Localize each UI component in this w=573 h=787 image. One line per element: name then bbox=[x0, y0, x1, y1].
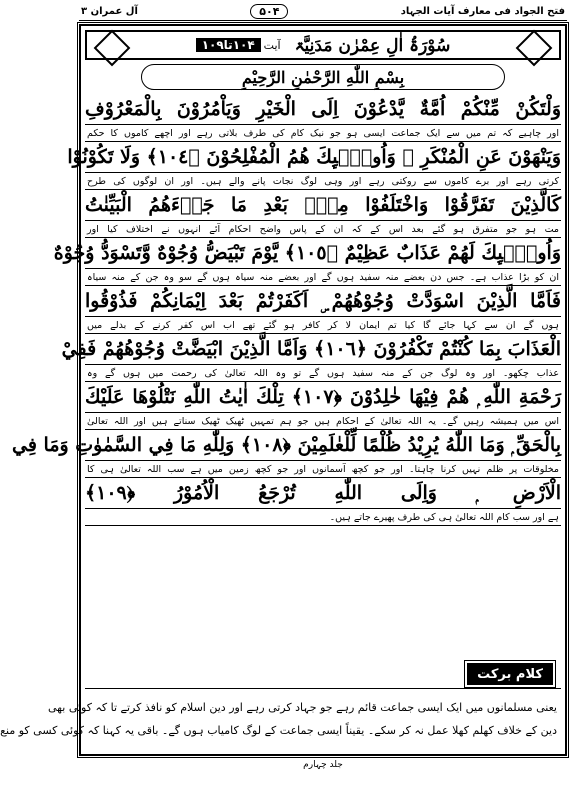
kalam-barakat-heading: کلام برکت bbox=[465, 661, 555, 687]
kalam-barakat-text bbox=[0, 696, 557, 742]
arabic-verse-line: وَلْتَكُنْ مِّنْكُمْ اُمَّةٌ يَّدْعُوْنَ اِلَى الْخَيْرِ وَيَاْمُرُوْنَ بِالْمَعْرُوْفِ bbox=[85, 98, 561, 120]
page-number: ۵۰۴ bbox=[250, 4, 288, 19]
kalam-line: دین کے خلاف کھلم کھلا عمل نہ کر سکے۔ یقیناً ایسی جماعت کے لوگ کامیاب ہوں گے۔ باقی یہ کہنا کہ کوئی کسی کو منع bbox=[0, 724, 557, 737]
divider bbox=[85, 688, 561, 689]
ayat-label: آیت bbox=[263, 38, 281, 52]
arabic-verse-line: وَيَنْهَوْنَ عَنِ الْمُنْكَرِ ۭ وَاُولٰۗىِٕكَ ھُمُ الْمُفْلِحُوْنَ ﴿١٠٤﴾ وَلَا تَكُوْنُوْا bbox=[67, 146, 561, 168]
urdu-translation-line: مت ہو جو متفرق ہو گئے بعد اس کے کہ ان کے پاس واضح احکام آئے انہوں نے اختلاف کیا اور bbox=[85, 220, 561, 238]
arabic-verse-line: بِالْحَقِّ ۭ وَمَا اللّٰهُ يُرِيْدُ ظُلْمًا لِّلْعٰلَمِيْنَ ﴿١٠٨﴾ وَلِلّٰهِ مَا فِي السَّمٰوٰتِ وَمَا فِي bbox=[12, 434, 561, 456]
urdu-translation-line: کرتی رہے اور برے کاموں سے روکتی رہے اور وہی لوگ نجات پانے والے ہیں۔ اور ان لوگوں کی طرح bbox=[85, 172, 561, 190]
arabic-verse-line: كَالَّذِيْنَ تَفَرَّقُوْا وَاخْتَلَفُوْا مِنْۢ بَعْدِ مَا جَاۗءَھُمُ الْبَيِّنٰتُ bbox=[85, 194, 561, 216]
surah-reference: آل عمران ۳ bbox=[81, 6, 138, 17]
surah-title: سُوْرَۃُ اٰلِ عِمْرٰن مَدَنِیَّۃ bbox=[294, 35, 451, 56]
arabic-verse-line: الْعَذَابَ بِمَا كُنْتُمْ تَكْفُرُوْنَ ﴿١٠٦﴾ وَاَمَّا الَّذِيْنَ ابْيَضَّتْ وُجُوْهُھُمْ فَفِيْ bbox=[61, 338, 561, 360]
surah-banner bbox=[85, 30, 561, 60]
urdu-translation-line: عذاب چکھو۔ اور وہ لوگ جن کے منہ سفید ہوں گے تو وہ اللہ تعالیٰ کی رحمت میں ہوں گے وہ bbox=[85, 364, 561, 382]
page-frame bbox=[0, 24, 567, 756]
page-header bbox=[79, 3, 567, 21]
bismillah: بِسْمِ اللّٰهِ الرَّحْمٰنِ الرَّحِيْمِ bbox=[141, 64, 505, 90]
arabic-verse-line: رَحْمَةِ اللّٰهِ ۭ ھُمْ فِيْھَا خٰلِدُوْنَ ﴿١٠٧﴾ تِلْكَ اٰيٰتُ اللّٰهِ نَتْلُوْھَا عَلَيْكَ bbox=[85, 386, 562, 408]
ayat-range-box bbox=[196, 38, 281, 52]
volume-label: جلد چہارم bbox=[303, 760, 343, 770]
arabic-verse-line: الْاَرْضِ ۭ وَاِلَى اللّٰهِ تُرْجَعُ الْاُمُوْرُ ﴿١٠٩﴾ bbox=[85, 482, 561, 504]
urdu-translation-line: اور چاہیے کہ تم میں سے ایک جماعت ایسی ہو جو نیک کام کی طرف بلاتی رہے اور اچھے کاموں کا حکم bbox=[85, 124, 561, 142]
urdu-translation-line: اس میں ہمیشہ رہیں گے۔ یہ اللہ تعالیٰ کے احکام ہیں جو ہم تمہیں ٹھیک ٹھیک سناتے ہیں اور اللہ تعالیٰ bbox=[85, 412, 561, 430]
kalam-line: یعنی مسلمانوں میں ایک ایسی جماعت قائم رہے جو جہاد کرتی رہے اور دین اسلام کو نافذ کرتے تا کہ کوئی بھی bbox=[48, 701, 557, 714]
ayat-range: ۱۰۴تا۱۰۹ bbox=[196, 38, 261, 52]
urdu-translation-line: ان کو بڑا عذاب ہے۔ جس دن بعضے منہ سفید ہوں گے اور بعضے منہ سیاہ ہوں گے سو وہ جن کے منہ سیاہ bbox=[85, 268, 561, 286]
arabic-verse-line: وَاُولٰۗىِٕكَ لَھُمْ عَذَابٌ عَظِيْمٌ ﴿١٠٥﴾ يَّوْمَ تَبْيَضُّ وُجُوْهٌ وَّتَسْوَدُّ وُجُوْهٌ bbox=[53, 242, 561, 264]
urdu-translation-line: ہوں گے ان سے کہا جائے گا کیا تم ایمان لا کر کافر ہو گئے تھے اب اس کفر کرنے کے بدلے میں bbox=[85, 316, 561, 334]
book-title: فتح الجواد فی معارف آیات الجہاد bbox=[400, 6, 565, 17]
urdu-translation-line: ہے اور سب کام اللہ تعالیٰ ہی کی طرف پھیرے جاتے ہیں۔ bbox=[85, 508, 561, 526]
verse-content bbox=[12, 94, 562, 526]
urdu-translation-line: مخلوقات پر ظلم نہیں کرنا چاہتا۔ اور جو کچھ آسمانوں اور جو کچھ زمین میں ہے سب اللہ تعالیٰ ہی کا bbox=[85, 460, 561, 478]
arabic-verse-line: فَاَمَّا الَّذِيْنَ اسْوَدَّتْ وُجُوْهُھُمْ ۣ اَكَفَرْتُمْ بَعْدَ اِيْمَانِكُمْ فَذُوْقُوا bbox=[85, 290, 561, 312]
